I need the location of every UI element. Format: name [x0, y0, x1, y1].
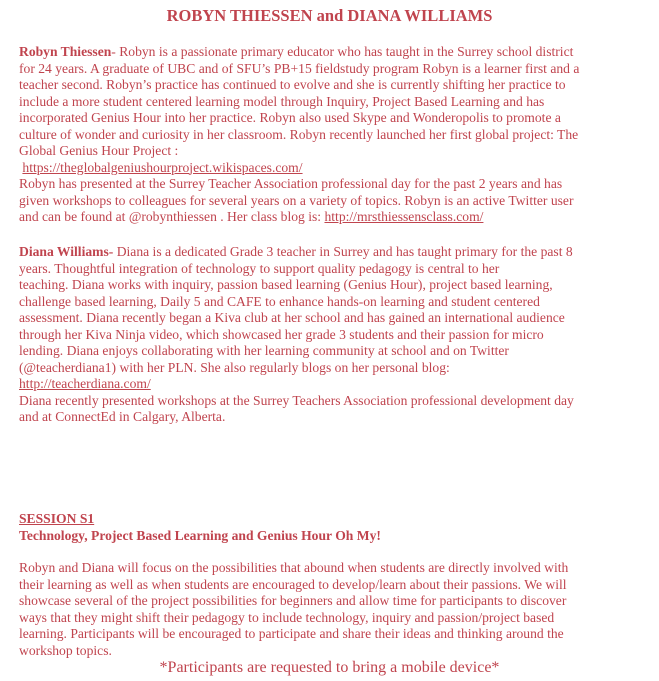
diana-blog-link[interactable]: http://teacherdiana.com/ [19, 376, 151, 391]
diana-bio-line: challenge based learning, Daily 5 and CAFE to enhance hands-on learning and student centered [19, 293, 540, 309]
diana-bio-line: (@teacherdiana1) with her PLN. She also regularly blogs on her personal blog: [19, 359, 450, 375]
session-code: SESSION S1 [19, 511, 95, 526]
session-description-line: workshop topics. [19, 642, 112, 658]
mobile-device-note: *Participants are requested to bring a mobile device* [159, 659, 500, 676]
diana-bio-line: Diana recently presented workshops at the Surrey Teachers Association professional development day [19, 392, 574, 408]
diana-bio-line: assessment. Diana recently began a Kiva club at her school and has gained an international audience [19, 310, 565, 325]
robyn-bio-line: teacher second. Robyn’s practice has continued to evolve and she is currently shifting her practice to [19, 77, 566, 92]
diana-bio-line: Diana Williams- Diana is a dedicated Grade 3 teacher in Surrey and has taught primary for the past 8 [19, 244, 573, 259]
robyn-bio-line: incorporated Genius Hour into her practice. Robyn also used Skype and Wonderopolis to promote a [19, 110, 561, 125]
robyn-blog-link[interactable]: http://mrsthiessensclass.com/ [324, 209, 484, 224]
diana-bio-line: years. Thoughtful integration of technology to support quality pedagogy is central to her [19, 260, 500, 276]
robyn-bio-line: given workshops to colleagues for several years on a variety of topics. Robyn is an active Twitter user [19, 192, 574, 208]
session-description-line: learning. Participants will be encouraged to participate and share their ideas and thinking around the [19, 626, 564, 641]
robyn-name: Robyn Thiessen [19, 44, 112, 59]
diana-bio-line: through her Kiva Ninja video, which showcased her grade 3 students and their passion for micro [19, 326, 544, 342]
robyn-bio-line: Robyn Thiessen- Robyn is a passionate primary educator who has taught in the Surrey school district [19, 44, 574, 59]
diana-blog-line [19, 376, 644, 393]
page-title: ROBYN THIESSEN and DIANA WILLIAMS [166, 6, 493, 25]
robyn-bio-line: Robyn has presented at the Surrey Teacher Association professional day for the past 2 years and has [19, 176, 563, 191]
session-description [19, 560, 644, 659]
diana-bio-line: lending. Diana enjoys collaborating with her learning community at school and on Twitter [19, 343, 509, 358]
robyn-project-line [19, 160, 644, 177]
robyn-blog-line: and can be found at @robynthiessen . Her class blog is: http://mrsthiessensclass.com/ [19, 209, 484, 224]
session-header [19, 511, 644, 544]
robyn-bio-line: culture of wonder and curiosity in her classroom. Robyn recently launched her first global project: The [19, 126, 579, 142]
robyn-bio-line: Global Genius Hour Project : [19, 143, 179, 158]
session-title: Technology, Project Based Learning and Genius Hour Oh My! [19, 527, 381, 543]
session-description-line: their learning as well as when students are encouraged to develop/learn about their passions. We will [19, 576, 567, 592]
diana-bio-line: and at ConnectEd in Calgary, Alberta. [19, 409, 226, 424]
diana-name: Diana Williams- [19, 244, 114, 259]
robyn-bio-line: for 24 years. A graduate of UBC and of SFU’s PB+15 fieldstudy program Robyn is a learner first and a [19, 60, 580, 76]
robyn-bio-line: include a more student centered learning model through Inquiry, Project Based Learning and has [19, 93, 545, 109]
diana-bio-line: teaching. Diana works with inquiry, passion based learning (Genius Hour), project based learning, [19, 277, 553, 292]
session-description-line: Robyn and Diana will focus on the possibilities that abound when students are directly involved with [19, 560, 569, 575]
session-description-line: ways that they might shift their pedagogy to include technology, inquiry and passion/project based [19, 609, 555, 625]
diana-bio [19, 244, 644, 426]
robyn-project-link[interactable]: https://theglobalgeniushourproject.wikispaces.com/ [22, 159, 303, 175]
session-description-line: showcase several of the project possibilities for beginners and allow time for participants to discover [19, 593, 567, 608]
robyn-bio [19, 44, 644, 226]
